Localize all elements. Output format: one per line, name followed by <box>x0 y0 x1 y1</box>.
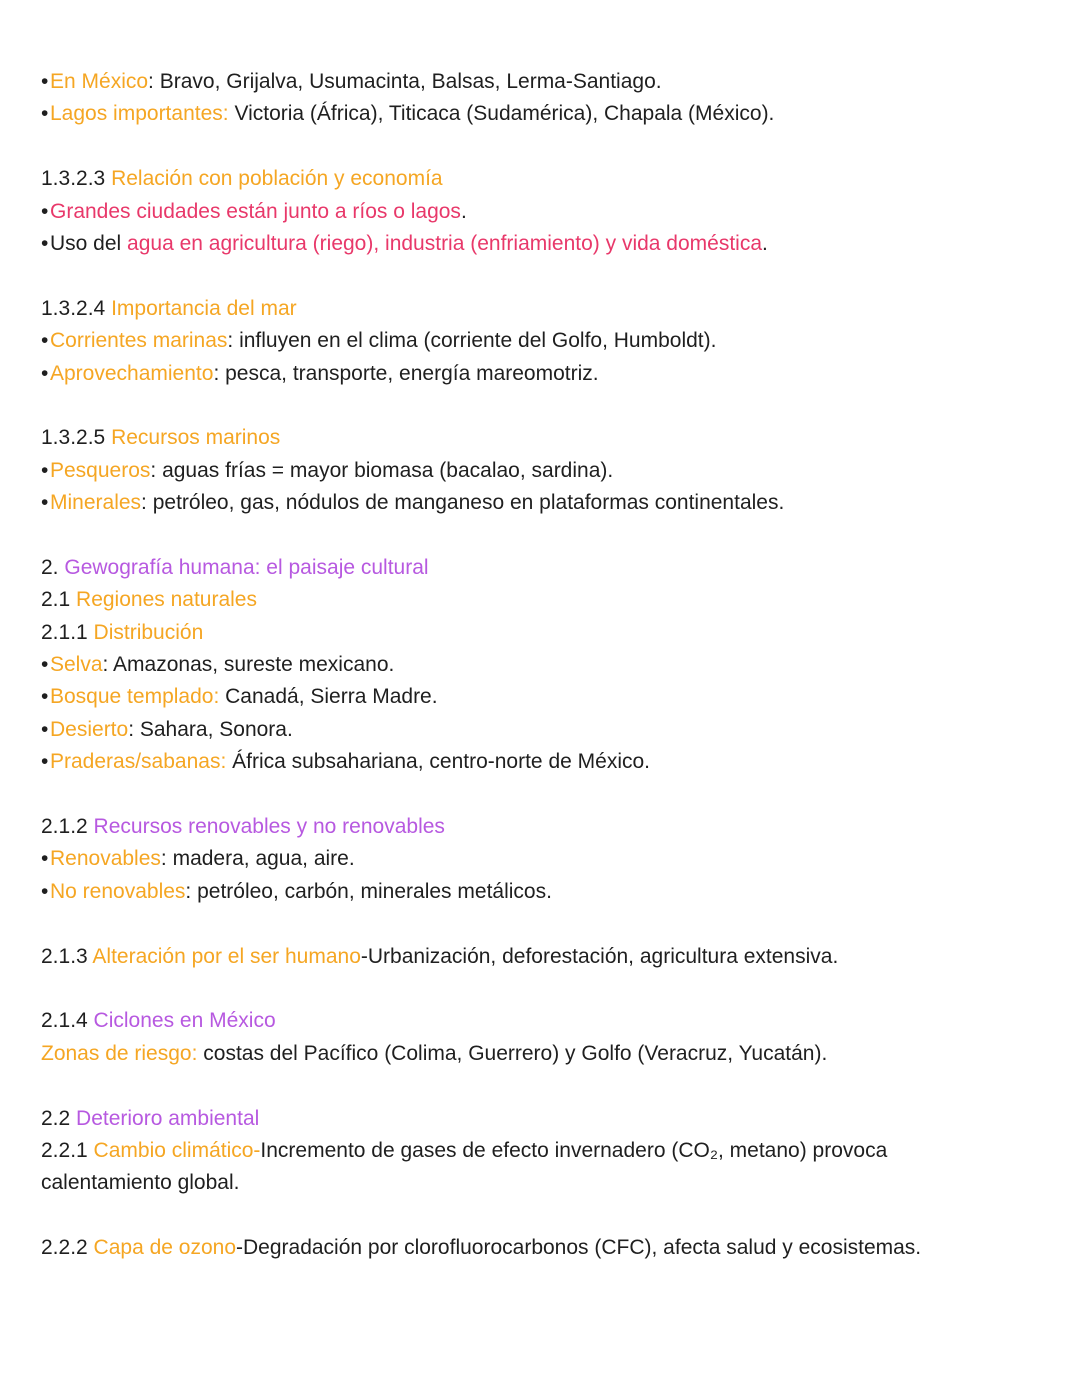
risk-text: costas del Pacífico (Colima, Guerrero) y Golfo (Veracruz, Yucatán). <box>197 1041 828 1065</box>
section-number: 2.2.2 <box>41 1236 94 1260</box>
section-number: 2.1.4 <box>41 1009 94 1033</box>
notes-document <box>41 66 1041 1264</box>
section-heading-21 <box>41 584 1041 616</box>
section-text: -Degradación por clorofluorocarbonos (CFC), afecta salud y ecosistemas. <box>236 1236 922 1260</box>
bullet-text: Canadá, Sierra Madre. <box>219 685 438 709</box>
bullet-desert <box>41 714 1041 746</box>
section-heading-2 <box>41 552 1041 584</box>
section-title: Relación con población y economía <box>111 167 443 191</box>
bullet-lakes <box>41 98 1041 130</box>
section-number: 2.2.1 <box>41 1138 94 1162</box>
section-title: Importancia del mar <box>111 296 297 320</box>
bullet-jungle <box>41 649 1041 681</box>
bullet-end: . <box>460 199 467 223</box>
section-number: 2.1.3 <box>41 944 93 968</box>
bullet-nonrenewable <box>41 876 1041 908</box>
bullet-label: Selva <box>50 653 103 677</box>
section-heading-213 <box>41 941 1041 973</box>
bullet-label: Desierto <box>50 717 129 741</box>
bullet-dot: • <box>41 102 49 126</box>
bullet-dot: • <box>41 717 49 741</box>
bullet-text: : petróleo, carbón, minerales metálicos. <box>185 879 552 903</box>
bullet-label: No renovables <box>50 879 186 903</box>
section-title: Deterioro ambiental <box>76 1106 260 1130</box>
risk-zones-line <box>41 1038 1041 1070</box>
bullet-use <box>41 358 1041 390</box>
bullet-label: En México <box>50 70 149 93</box>
section-number: 2.1 <box>41 588 77 612</box>
bullet-prairies <box>41 746 1041 778</box>
bullet-text: África subsahariana, centro-norte de México. <box>226 750 650 774</box>
bullet-label: Bosque templado: <box>50 685 220 709</box>
bullet-text: : Bravo, Grijalva, Usumacinta, Balsas, Lerma-Santiago. <box>148 70 662 93</box>
bullet-currents <box>41 325 1041 357</box>
bullet-dot: • <box>41 231 49 255</box>
bullet-dot: • <box>41 653 49 677</box>
bullet-dot: • <box>41 879 49 903</box>
bullet-dot: • <box>41 491 49 515</box>
section-number: 1.3.2.5 <box>41 426 112 450</box>
section-title: Recursos renovables y no renovables <box>93 814 445 838</box>
bullet-text: : madera, agua, aire. <box>160 847 355 871</box>
bullet-text: : Sahara, Sonora. <box>128 717 293 741</box>
bullet-text: : aguas frías = mayor biomasa (bacalao, sardina). <box>150 458 614 482</box>
bullet-dot: • <box>41 199 49 223</box>
bullet-dot: • <box>41 750 49 774</box>
bullet-label: Lagos importantes: <box>50 102 229 126</box>
section-heading-222 <box>41 1232 1041 1264</box>
section-number: 2.1.2 <box>41 814 94 838</box>
bullet-label: Praderas/sabanas: <box>50 750 227 774</box>
section-heading-211 <box>41 617 1041 649</box>
section-title: Ciclones en México <box>93 1009 276 1033</box>
section-title: Gewografía humana: el paisaje cultural <box>64 555 429 579</box>
section-text: -Urbanización, deforestación, agricultura extensiva. <box>360 944 839 968</box>
bullet-minerals <box>41 487 1041 519</box>
section-heading-221 <box>41 1135 946 1200</box>
section-title: Capa de ozono <box>93 1236 236 1260</box>
section-title: Distribución <box>93 620 204 644</box>
bullet-forest <box>41 681 1041 713</box>
bullet-label: Pesqueros <box>50 458 151 482</box>
section-title: Regiones naturales <box>76 588 257 612</box>
bullet-dot: • <box>41 847 49 871</box>
section-number: 2.2 <box>41 1106 77 1130</box>
bullet-label: Renovables <box>50 847 161 871</box>
section-heading-212 <box>41 811 1041 843</box>
bullet-dot: • <box>41 361 49 385</box>
section-text: Incremento de gases de efecto invernadero (CO₂, metano) provoca calentamiento global. <box>41 1138 888 1195</box>
section-title: Recursos marinos <box>111 426 281 450</box>
bullet-dot: • <box>41 458 49 482</box>
bullet-water-use <box>41 228 1041 260</box>
bullet-end: . <box>762 231 768 255</box>
bullet-text: : Amazonas, sureste mexicano. <box>102 653 395 677</box>
section-heading-1325 <box>41 422 1041 454</box>
section-number: 2. <box>41 555 65 579</box>
bullet-text: : petróleo, gas, nódulos de manganeso en plataformas continentales. <box>141 491 785 515</box>
section-number: 2.1.1 <box>41 620 94 644</box>
bullet-text: Victoria (África), Titicaca (Sudamérica), Chapala (México). <box>228 102 775 126</box>
section-title: Cambio climático- <box>93 1138 261 1162</box>
bullet-prefix: Uso del <box>50 231 128 255</box>
bullet-renewable <box>41 843 1041 875</box>
bullet-mexico-rivers <box>41 66 1041 98</box>
bullet-dot: • <box>41 70 49 93</box>
section-heading-1323 <box>41 163 1041 195</box>
section-title: Alteración por el ser humano <box>92 944 361 968</box>
bullet-highlight: agua en agricultura (riego), industria (enfriamiento) y vida doméstica <box>127 231 763 255</box>
bullet-label: Corrientes marinas <box>50 329 228 353</box>
bullet-label: Aprovechamiento <box>50 361 214 385</box>
bullet-cities <box>41 196 1041 228</box>
section-number: 1.3.2.3 <box>41 167 112 191</box>
bullet-dot: • <box>41 329 49 353</box>
section-number: 1.3.2.4 <box>41 296 112 320</box>
bullet-highlight: Grandes ciudades están junto a ríos o lagos <box>50 199 461 223</box>
section-heading-22 <box>41 1103 1041 1135</box>
bullet-text: : influyen en el clima (corriente del Golfo, Humboldt). <box>227 329 717 353</box>
bullet-text: : pesca, transporte, energía mareomotriz. <box>213 361 599 385</box>
section-heading-1324 <box>41 293 1041 325</box>
bullet-label: Minerales <box>50 491 142 515</box>
bullet-fishing <box>41 455 1041 487</box>
risk-label: Zonas de riesgo: <box>41 1041 198 1065</box>
bullet-dot: • <box>41 685 49 709</box>
section-heading-214 <box>41 1005 1041 1037</box>
